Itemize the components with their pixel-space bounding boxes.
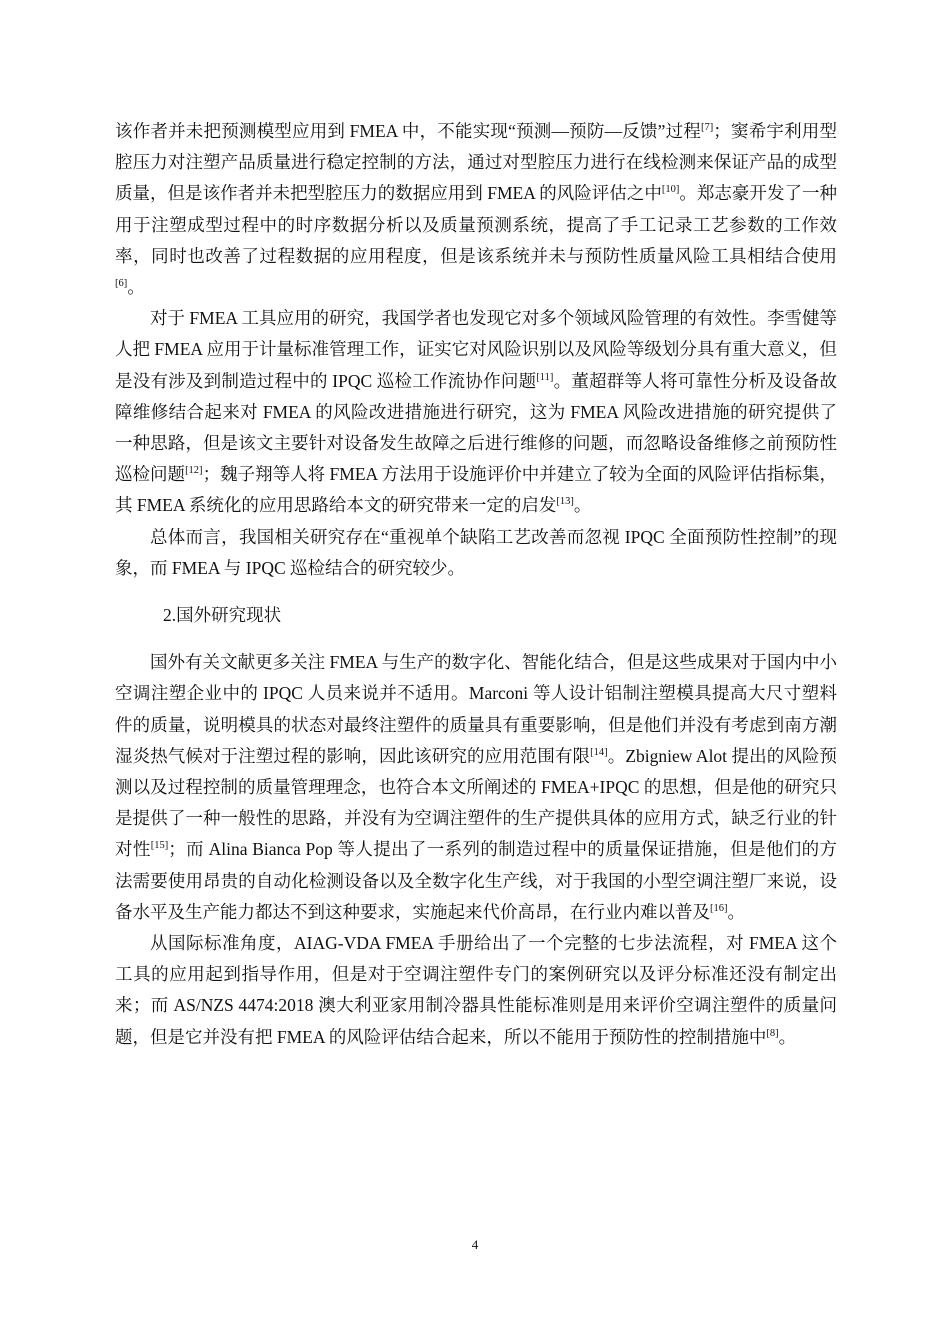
text-run: 。 [778, 1026, 797, 1047]
text-run: 国外有关文献更多关注 FMEA 与生产的数字化、智能化结合，但是这些成果对于国内中小空调注塑企业中的 IPQC 人员来说并不适用。Marconi 等人设计铝制注塑模具提高大尺寸塑料件的质量，说明模具的状态对最终注塑件的质量具有重要影响，但是他们并没有考虑到南方潮湿炎热气候对于注塑过程的影响，因此该研究的应用范围有限 [115, 652, 837, 766]
citation-ref: [12] [185, 465, 203, 477]
citation-ref: [7] [701, 122, 714, 133]
text-run: ；魏子翔等人将 FMEA 方法用于设施评价中并建立了较为全面的风险评估指标集，其 FMEA 系统化的应用思路给本文的研究带来一定的启发 [115, 464, 837, 516]
text-run: 。 [573, 495, 592, 516]
text-run: 对于 FMEA 工具应用的研究，我国学者也发现它对多个领域风险管理的有效性。李雪健等人把 FMEA 应用于计量标准管理工作，证实它对风险识别以及风险等级划分具有重大意义，但是没有涉及到制造过程中的 IPQC 巡检工作流协作问题 [115, 308, 837, 391]
text-run: 。董超群等人将可靠性分析及设备故障维修结合起来对 FMEA 的风险改进措施进行研究，这为 FMEA 风险改进措施的研究提供了一种思路，但是该文主要针对设备发生故障之后进行维修的问题，而忽略设备维修之前预防性巡检问题 [115, 370, 838, 485]
text-run: 从国际标准角度，AIAG-VDA FMEA 手册给出了一个完整的七步法流程，对 FMEA 这个工具的应用起到指导作用，但是对于空调注塑件专门的案例研究以及评分标准还没有制定出来；而 AS/NZS 4474:2018 澳大利亚家用制冷器具性能标准则是用来评价空调注塑件的质量问题，但是它并没有把 FMEA 的风险评估结合起来，所以不能用于预防性的控制措施中 [115, 933, 837, 1047]
citation-ref: [16] [710, 902, 728, 914]
body-text [115, 116, 837, 1053]
paragraph-domestic-summary [115, 522, 837, 584]
citation-ref: [14] [590, 746, 608, 758]
text-run: 。郑志豪开发了一种用于注塑成型过程中的时序数据分析以及质量预测系统，提高了手工记录工艺参数的工作效率，同时也改善了过程数据的应用程度，但是该系统并未与预防性质量风险工具相结合使用 [115, 183, 837, 266]
page-number: 4 [471, 1237, 479, 1252]
text-run: ；而 Alina Bianca Pop 等人提出了一系列的制造过程中的质量保证措施，但是他们的方法需要使用昂贵的自动化检测设备以及全数字化生产线，对于我国的小型空调注塑厂来说，设备水平及生产能力都达不到这种要求，实施起来代价高昂，在行业内难以普及 [115, 839, 837, 922]
section-heading-foreign-research: 2.国外研究现状 [163, 605, 282, 626]
citation-ref: [15] [150, 840, 169, 852]
text-run: 该作者并未把预测模型应用到 FMEA 中，不能实现“预测—预防—反馈”过程 [115, 121, 702, 141]
citation-ref: [13] [556, 496, 574, 508]
paragraph-fmea-applications [115, 303, 837, 521]
citation-ref: [6] [115, 278, 128, 290]
paragraph-foreign-research [115, 647, 837, 928]
text-run: 。 [127, 277, 145, 298]
citation-ref: [11] [536, 371, 554, 383]
citation-ref: [8] [766, 1027, 779, 1039]
paragraph-international-standards [115, 928, 837, 1053]
text-run: 。Zbigniew Alot 提出的风险预测以及过程控制的质量管理理念，也符合本文所阐述的 FMEA+IPQC 的思想，但是他的研究只是提供了一种一般性的思路，并没有为空调注塑件的生产提供具体的应用方式，缺乏行业的针对性 [115, 745, 838, 860]
text-run: 。 [727, 901, 745, 922]
paragraph-domestic-continued [115, 116, 837, 303]
text-run: 总体而言，我国相关研究存在“重视单个缺陷工艺改善而忽视 IPQC 全面预防性控制”的现象，而 FMEA 与 IPQC 巡检结合的研究较少。 [115, 526, 837, 578]
text-run: ；窦希宇利用型腔压力对注塑产品质量进行稳定控制的方法，通过对型腔压力进行在线检测来保证产品的成型质量，但是该作者并未把型腔压力的数据应用到 FMEA 的风险评估之中 [115, 121, 837, 204]
citation-ref: [10] [661, 184, 680, 196]
